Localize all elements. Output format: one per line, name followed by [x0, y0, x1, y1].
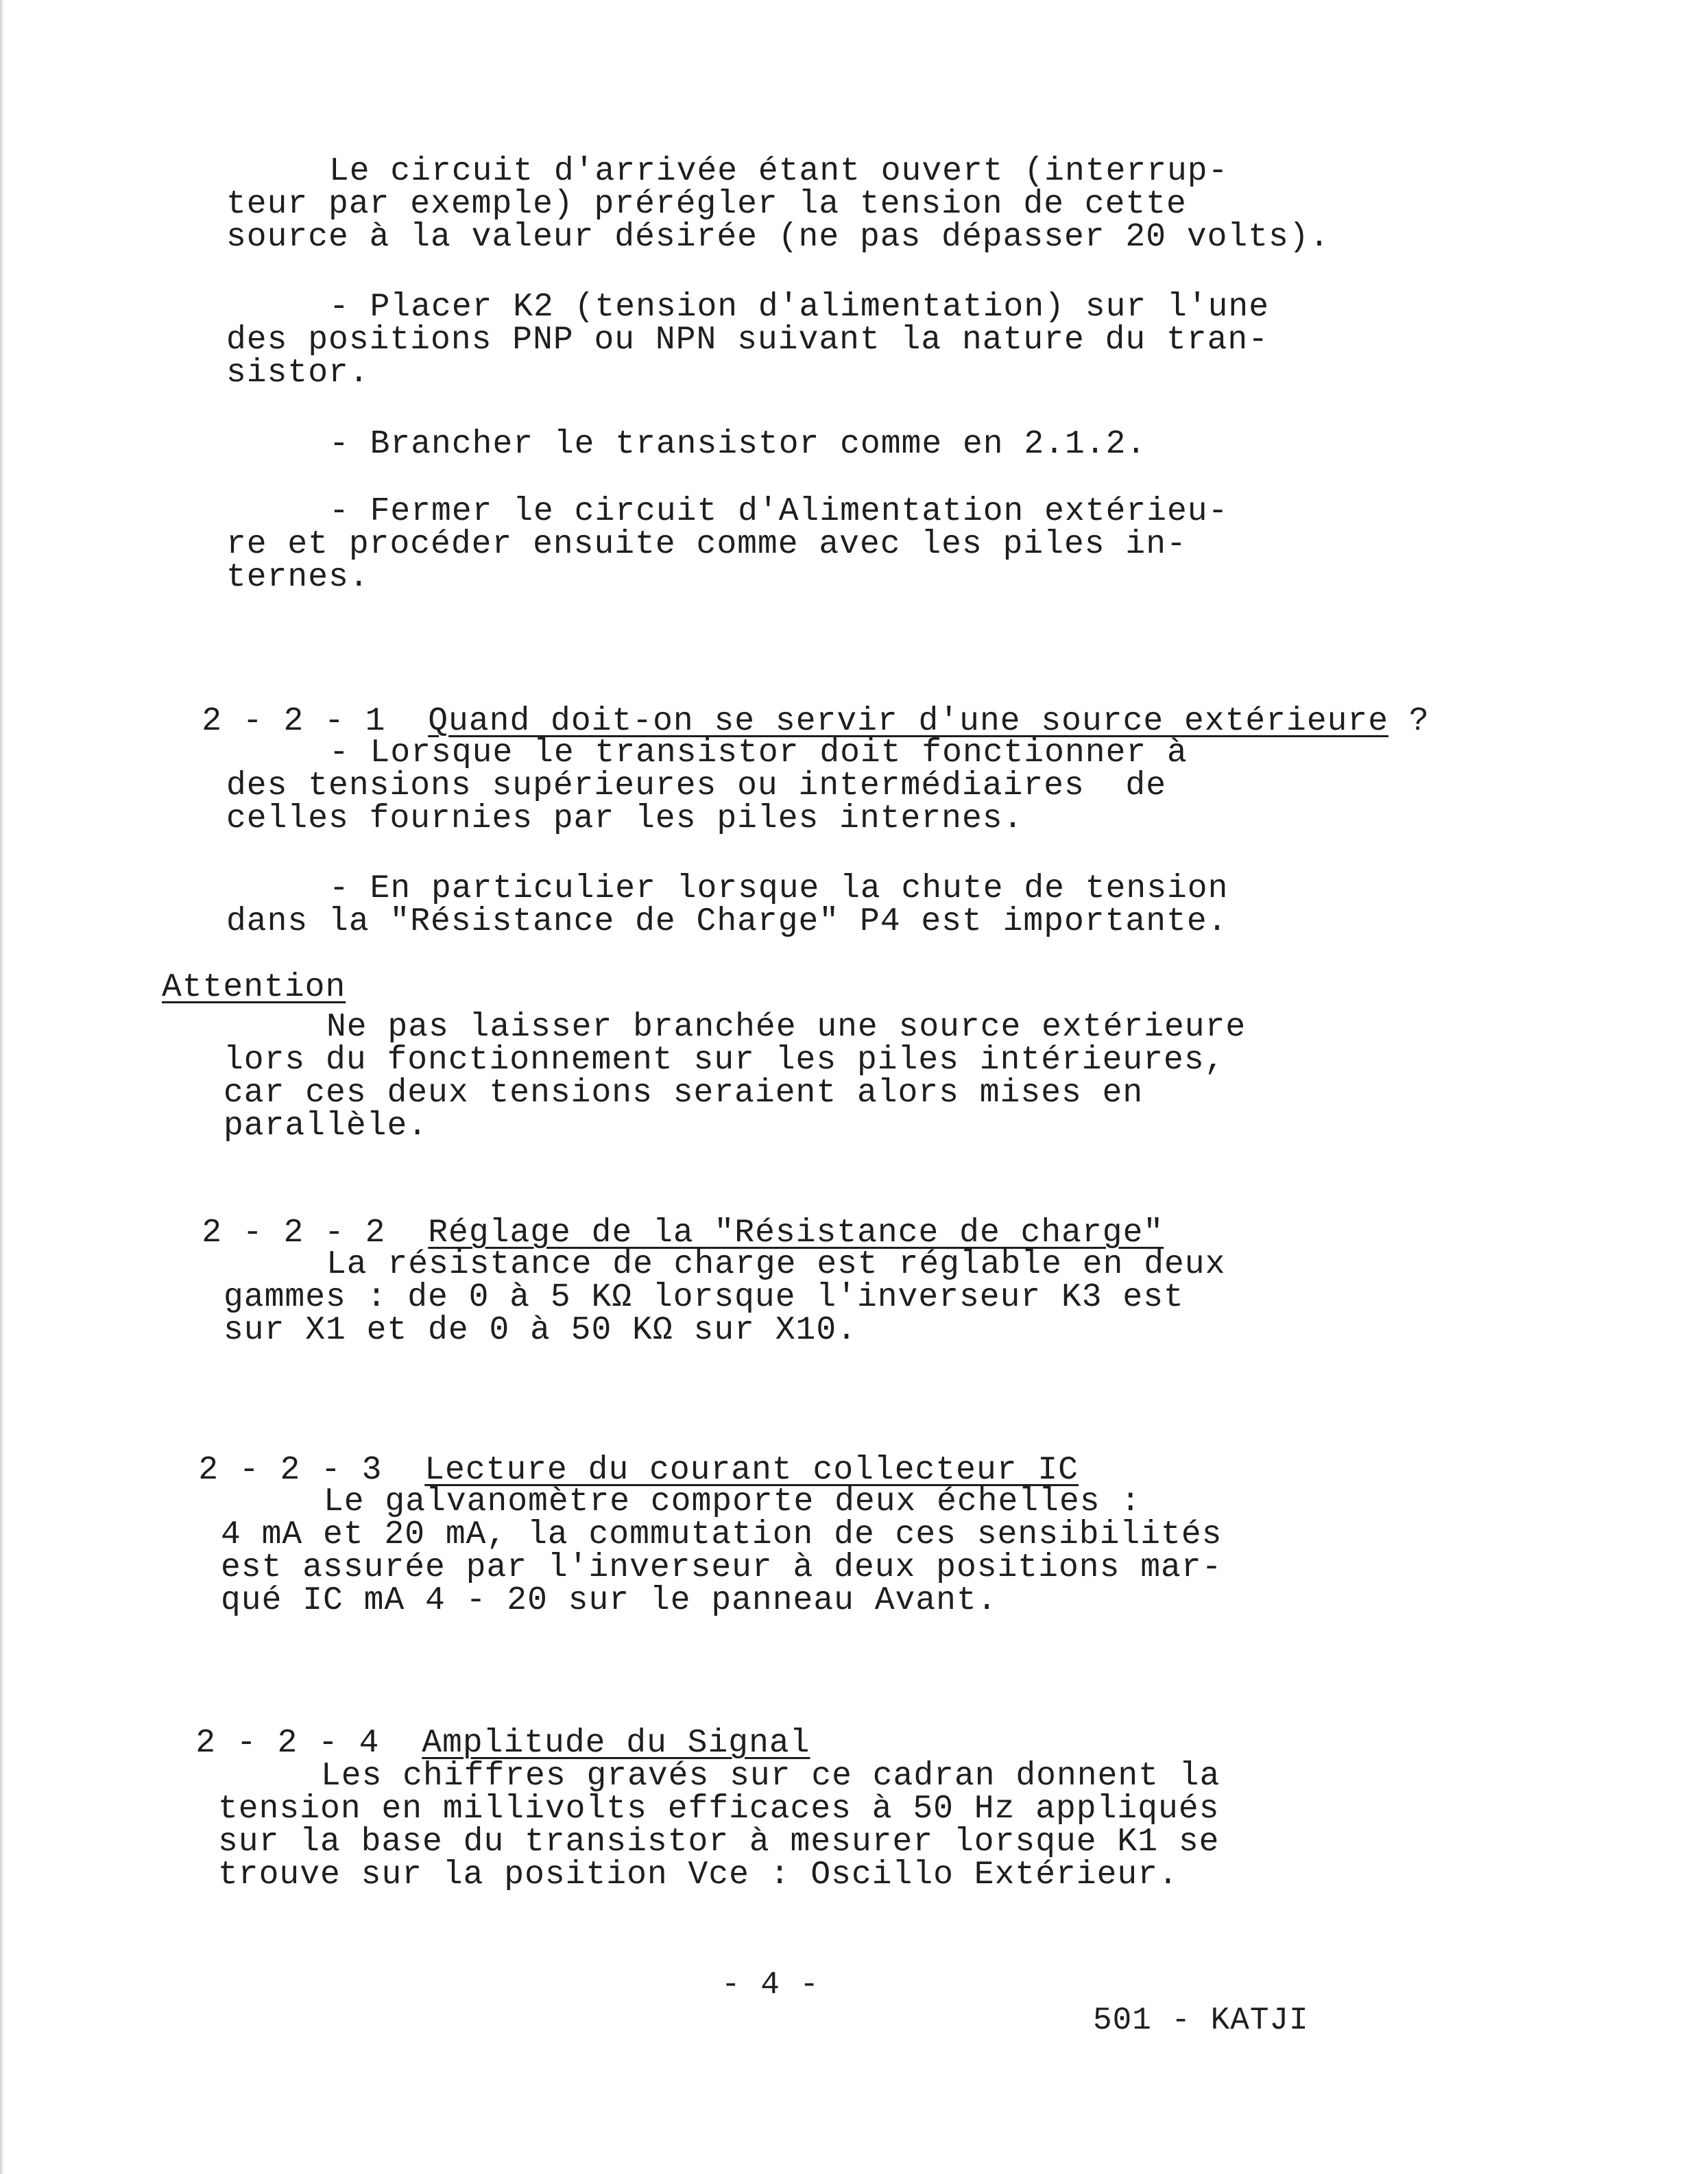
section-2-2-3-paragraph: [221, 1485, 1222, 1617]
attention-line-2: lors du fonctionnement sur les piles intérieures,: [224, 1042, 1225, 1079]
section-2-2-2-paragraph: [224, 1248, 1225, 1347]
s222-line-3: sur X1 et de 0 à 50 KΩ sur X10.: [224, 1312, 857, 1349]
s224-line-4: trouve sur la position Vce : Oscillo Extérieur.: [218, 1856, 1179, 1894]
step1-line-3: sistor.: [226, 355, 370, 392]
attention-line-4: parallèle.: [224, 1108, 429, 1145]
attention-paragraph: [224, 1011, 1246, 1143]
step3-line-3: ternes.: [226, 559, 370, 596]
step2-line-1: - Brancher le transistor comme en 2.1.2.: [329, 426, 1147, 463]
attention-line-1: Ne pas laisser branchée une source extérieure: [326, 1009, 1247, 1046]
step-fermer: [226, 495, 1228, 594]
intro-paragraph: [226, 155, 1330, 254]
attention-label: Attention: [162, 969, 346, 1006]
s221-p1-line-1: - Lorsque le transistor doit fonctionner à: [329, 734, 1188, 772]
step-placer-k2: [226, 291, 1269, 390]
section-2-2-4-paragraph: [218, 1758, 1220, 1894]
intro-line-2: teur par exemple) prérégler la tension de cette: [226, 186, 1187, 223]
s222-line-2: gammes : de 0 à 5 KΩ lorsque l'inverseur K3 est: [224, 1279, 1184, 1316]
section-2-2-1-para-1: [226, 734, 1188, 837]
s221-p2-line-2: dans la "Résistance de Charge" P4 est importante.: [226, 903, 1228, 940]
section-title: Amplitude du Signal: [422, 1725, 810, 1762]
section-title: Lecture du courant collecteur IC: [424, 1452, 1079, 1489]
s223-line-4: qué IC mA 4 - 20 sur le panneau Avant.: [221, 1582, 998, 1619]
step1-line-2: des positions PNP ou NPN suivant la nature du tran-: [226, 322, 1269, 359]
s223-line-1: Le galvanomètre comporte deux échelles :: [324, 1483, 1142, 1520]
section-number: 2 - 2 - 2: [202, 1215, 386, 1252]
document-reference: 501 - KATJI: [1093, 2003, 1309, 2038]
s221-p2-line-1: - En particulier lorsque la chute de tension: [329, 870, 1229, 907]
section-title: Quand doit-on se servir d'une source extérieure: [428, 703, 1389, 740]
s221-p1-line-2: des tensions supérieures ou intermédiaires de: [226, 767, 1167, 804]
s224-line-3: sur la base du transistor à mesurer lorsque K1 se: [218, 1824, 1220, 1861]
section-title: Réglage de la "Résistance de charge": [428, 1215, 1164, 1252]
section-number: 2 - 2 - 1: [202, 703, 386, 740]
section-number: 2 - 2 - 3: [198, 1452, 383, 1489]
s224-line-1: Les chiffres gravés sur ce cadran donnent la: [321, 1758, 1220, 1795]
intro-line-3: source à la valeur désirée (ne pas dépasser 20 volts).: [226, 219, 1330, 256]
s223-line-3: est assurée par l'inverseur à deux positions mar-: [221, 1549, 1223, 1586]
s224-line-2: tension en millivolts efficaces à 50 Hz appliqués: [218, 1791, 1220, 1828]
step-brancher: [226, 428, 1146, 461]
attention-line-3: car ces deux tensions seraient alors mises en: [224, 1075, 1144, 1112]
section-2-2-1-para-2: [226, 872, 1228, 938]
s223-line-2: 4 mA et 20 mA, la commutation de ces sensibilités: [221, 1516, 1223, 1553]
s222-line-1: La résistance de charge est réglable en deux: [326, 1246, 1226, 1283]
section-title-suffix: ?: [1388, 703, 1430, 740]
section-number: 2 - 2 - 4: [195, 1725, 380, 1762]
step3-line-2: re et procéder ensuite comme avec les piles in-: [226, 526, 1187, 563]
page-number: - 4 -: [721, 1967, 820, 2003]
step1-line-1: - Placer K2 (tension d'alimentation) sur l'une: [329, 289, 1270, 326]
s221-p1-line-3: celles fournies par les piles internes.: [226, 800, 1024, 837]
step3-line-1: - Fermer le circuit d'Alimentation extérieu-: [329, 493, 1229, 530]
intro-line-1: Le circuit d'arrivée étant ouvert (interrup-: [329, 153, 1229, 190]
scan-edge: [0, 0, 4, 2174]
